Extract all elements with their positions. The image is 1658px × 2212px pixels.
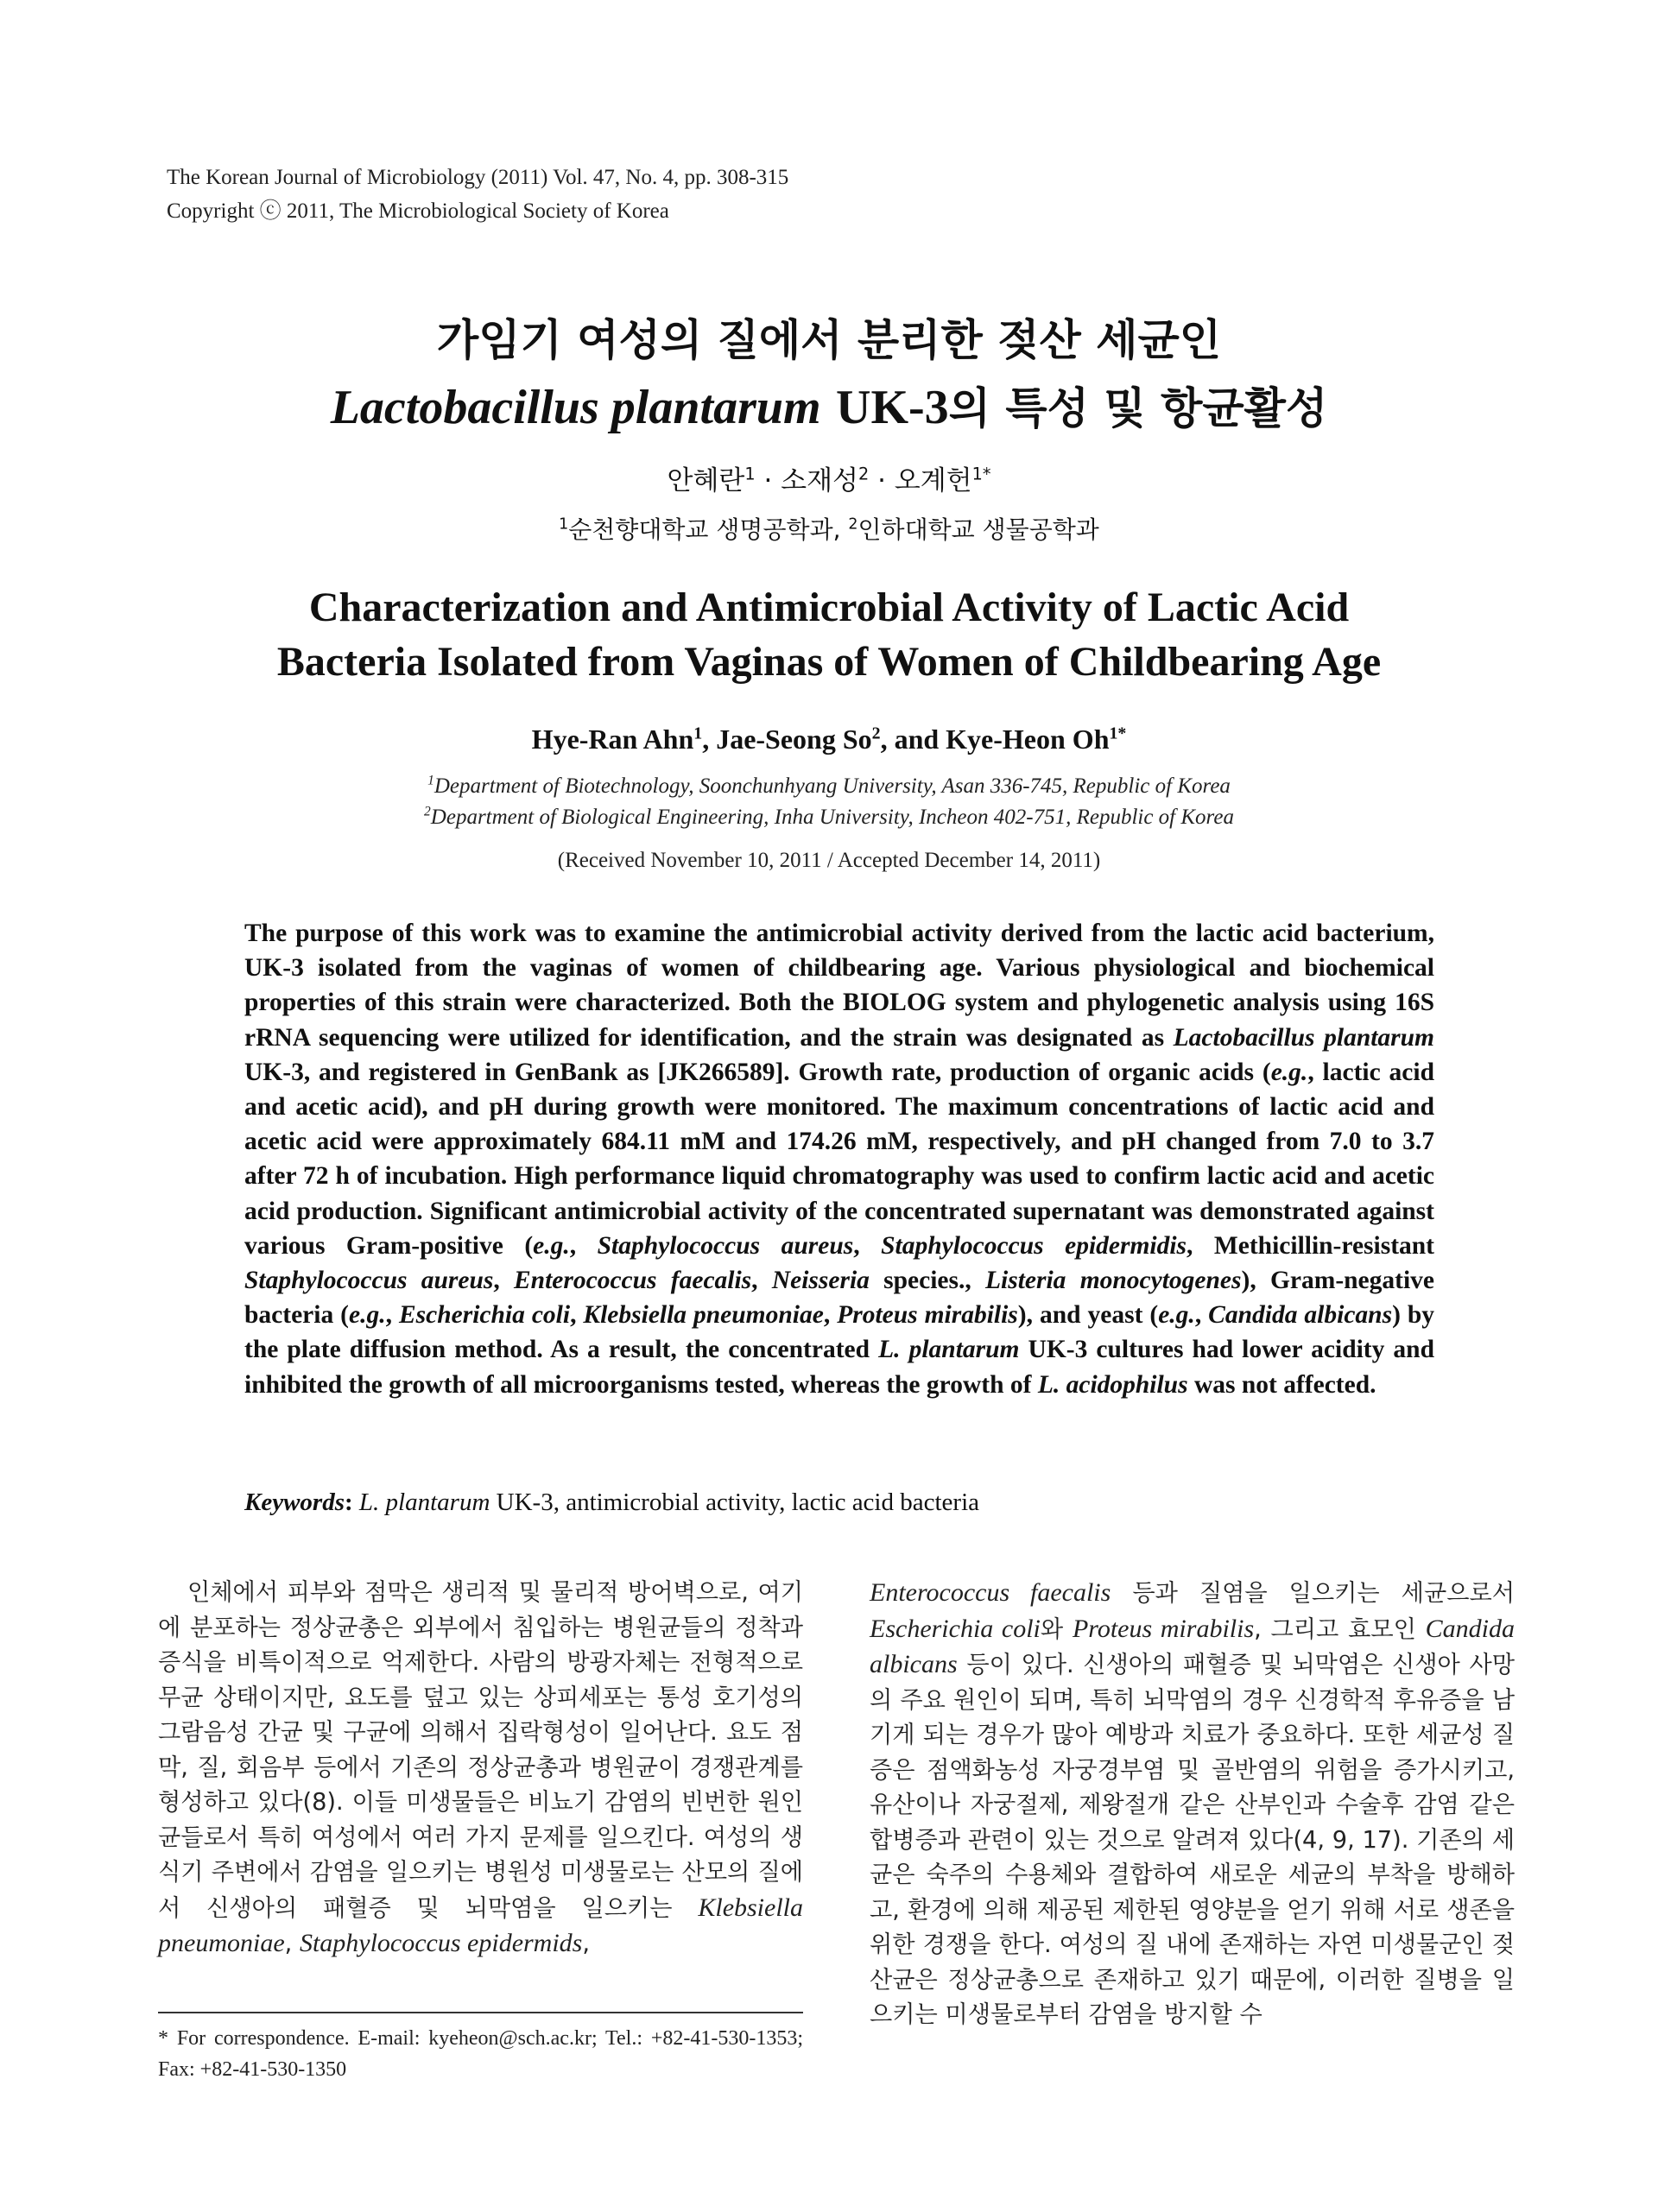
body-column-right: Enterococcus faecalis 등과 질염을 일으키는 세균으로서 Escherichia coli와 Proteus mirabilis, 그리고 효모인 Candida albicans 등이 있다. 신생아의 패혈증 및 뇌막염은 신생아 사망의 주요 원인이 되며, 특히 뇌막염의 경우 신경학적 후유증을 남기게 되는 경우가 많아 예방과 치료가 중요하다. 또한 세균성 질증은 점액화농성 자궁경부염 및 골반염의 위험을 증가시키고, 유산이나 자궁절제, 제왕절개 같은 산부인과 수술후 감염 같은 합병증과 관련이 있는 것으로 알려져 있다(4, 9, 17). 기존의 세균은 숙주의 수용체와 결합하여 새로운 세균의 부착을 방해하고, 환경에 의해 제공된 제한된 영양분을 얻기 위해 서로 생존을 위한 경쟁을 한다. 여성의 질 내에 존재하는 자연 미생물군인 젖산균은 정상균총으로 존재하고 있기 때문에, 이러한 질병을 일으키는 미생물로부터 감염을 방지할 수 — [870, 1578, 1515, 2028]
affiliation-text: Department of Biological Engineering, Inha University, Incheon 402-751, Republic of Korea — [430, 806, 1234, 829]
korean-authors — [0, 462, 1658, 500]
affiliation-text: Department of Biotechnology, Soonchunhyang University, Asan 336-745, Republic of Korea — [433, 774, 1231, 798]
korean-author: 안혜란 — [667, 465, 745, 496]
author-affil-mark: 1 — [744, 464, 756, 484]
affil-mark: 1 — [427, 773, 434, 788]
journal-header — [167, 161, 788, 228]
keywords-label: Keywords — [244, 1488, 345, 1516]
english-author: Hye-Ran Ahn — [531, 724, 694, 755]
korean-affiliation: 인하대학교 생물공학과 — [857, 515, 1099, 544]
english-title-line2: Bacteria Isolated from Vaginas of Women of Childbearing Age — [276, 639, 1382, 685]
english-author: Jae-Seong So — [716, 724, 872, 755]
korean-affiliations — [0, 511, 1658, 549]
footnote-divider — [158, 2012, 803, 2013]
journal-copyright: Copyright ⓒ 2011, The Microbiological Society of Korea — [167, 199, 669, 223]
korean-title-rest: 의 특성 및 항균활성 — [948, 383, 1328, 433]
author-affil-mark: 2 — [858, 464, 870, 484]
english-author: Kye-Heon Oh — [946, 724, 1110, 755]
correspondence-footnote: * For correspondence. E-mail: kyeheon@sch.ac.kr; Tel.: +82-41-530-1353; Fax: +82-41-530-1350 — [158, 2027, 803, 2081]
korean-title-line1: 가임기 여성의 질에서 분리한 젖산 세균인 — [436, 315, 1222, 365]
body-column-left: 인체에서 피부와 점막은 생리적 및 물리적 방어벽으로, 여기에 분포하는 정상균총은 외부에서 침입하는 병원균들의 정착과 증식을 비특이적으로 억제한다. 사람의 방광자체는 전형적으로 무균 상태이지만, 요도를 덮고 있는 상피세포는 통성 호기성의 그람음성 간균 및 구균에 의해서 집락형성이 일어난다. 요도 점막, 질, 회음부 등에서 기존의 정상균총과 병원균이 경쟁관계를 형성하고 있다(8). 이들 미생물들은 비뇨기 감염의 빈번한 원인균들로서 특히 여성에서 여러 가지 문제를 일으킨다. 여성의 생식기 주변에서 감염을 일으키는 병원성 미생물로는 산모의 질에서 신생아의 패혈증 및 뇌막염을 일으키는 Klebsiella pneumoniae, Staphylococcus epidermids, — [158, 1579, 803, 1957]
korean-author: 소재성 — [781, 465, 858, 496]
affil-mark: 2 — [848, 515, 858, 534]
keywords — [244, 1485, 1434, 1520]
author-separator: · — [755, 465, 782, 496]
author-affil-mark: 1* — [971, 464, 991, 484]
korean-title-strain: UK-3 — [836, 381, 949, 434]
author-affil-mark: 2 — [871, 724, 881, 743]
abstract: The purpose of this work was to examine the antimicrobial activity derived from the lactic acid bacterium, UK-3 isolated from the vaginas of women of childbearing age. Various physiological and biochemical properties of this strain were characterized. Both the BIOLOG system and phylogenetic analysis using 16S rRNA sequencing were utilized for identification, and the strain was designated as Lactobacillus plantarum UK-3, and registered in GenBank as [JK266589]. Growth rate, production of organic acids (e.g., lactic acid and acetic acid), and pH during growth were monitored. The maximum concentrations of lactic acid and acetic acid were approximately 684.11 mM and 174.26 mM, respectively, and pH changed from 7.0 to 3.7 after 72 h of incubation. High performance liquid chromatography was used to confirm lactic acid and acetic acid production. Significant antimicrobial activity of the concentrated supernatant was demonstrated against various Gram-positive (e.g., Staphylococcus aureus, Staphylococcus epidermidis, Methicillin-resistant Staphylococcus aureus, Enterococcus faecalis, Neisseria species., Listeria monocytogenes), Gram-negative bacteria (e.g., Escherichia coli, Klebsiella pneumoniae, Proteus mirabilis), and yeast (e.g., Candida albicans) by the plate diffusion method. As a result, the concentrated L. plantarum UK-3 cultures had lower acidity and inhibited the growth of all microorganisms tested, whereas the growth of L. acidophilus was not affected. — [244, 920, 1435, 1399]
english-authors — [0, 720, 1658, 758]
korean-title-species: Lactobacillus plantarum — [330, 381, 821, 434]
author-separator: · — [869, 465, 895, 496]
received-dates: (Received November 10, 2011 / Accepted December 14, 2011) — [557, 849, 1101, 872]
english-title-line1: Characterization and Antimicrobial Activity of Lactic Acid — [308, 585, 1350, 630]
korean-title-line2 — [0, 374, 1658, 442]
english-affiliation-1 — [0, 771, 1658, 802]
author-affil-mark: 1 — [693, 724, 703, 743]
keyword-species: L. plantarum — [358, 1488, 490, 1516]
keywords-colon: : — [345, 1488, 359, 1516]
english-title — [0, 580, 1658, 689]
korean-author: 오계헌 — [894, 465, 972, 496]
author-separator: , and — [880, 724, 946, 755]
keywords-text: UK-3, antimicrobial activity, lactic acid bacteria — [490, 1488, 979, 1516]
korean-affiliation: 순천향대학교 생명공학과, — [568, 515, 849, 544]
author-separator: , — [702, 724, 717, 755]
affil-mark: 1 — [559, 515, 569, 534]
english-affiliations — [0, 771, 1658, 833]
korean-title — [0, 307, 1658, 442]
english-affiliation-2 — [0, 802, 1658, 833]
author-affil-mark: 1* — [1109, 724, 1127, 743]
journal-citation: The Korean Journal of Microbiology (2011) Vol. 47, No. 4, pp. 308-315 — [167, 166, 789, 189]
affil-mark: 2 — [424, 804, 431, 819]
